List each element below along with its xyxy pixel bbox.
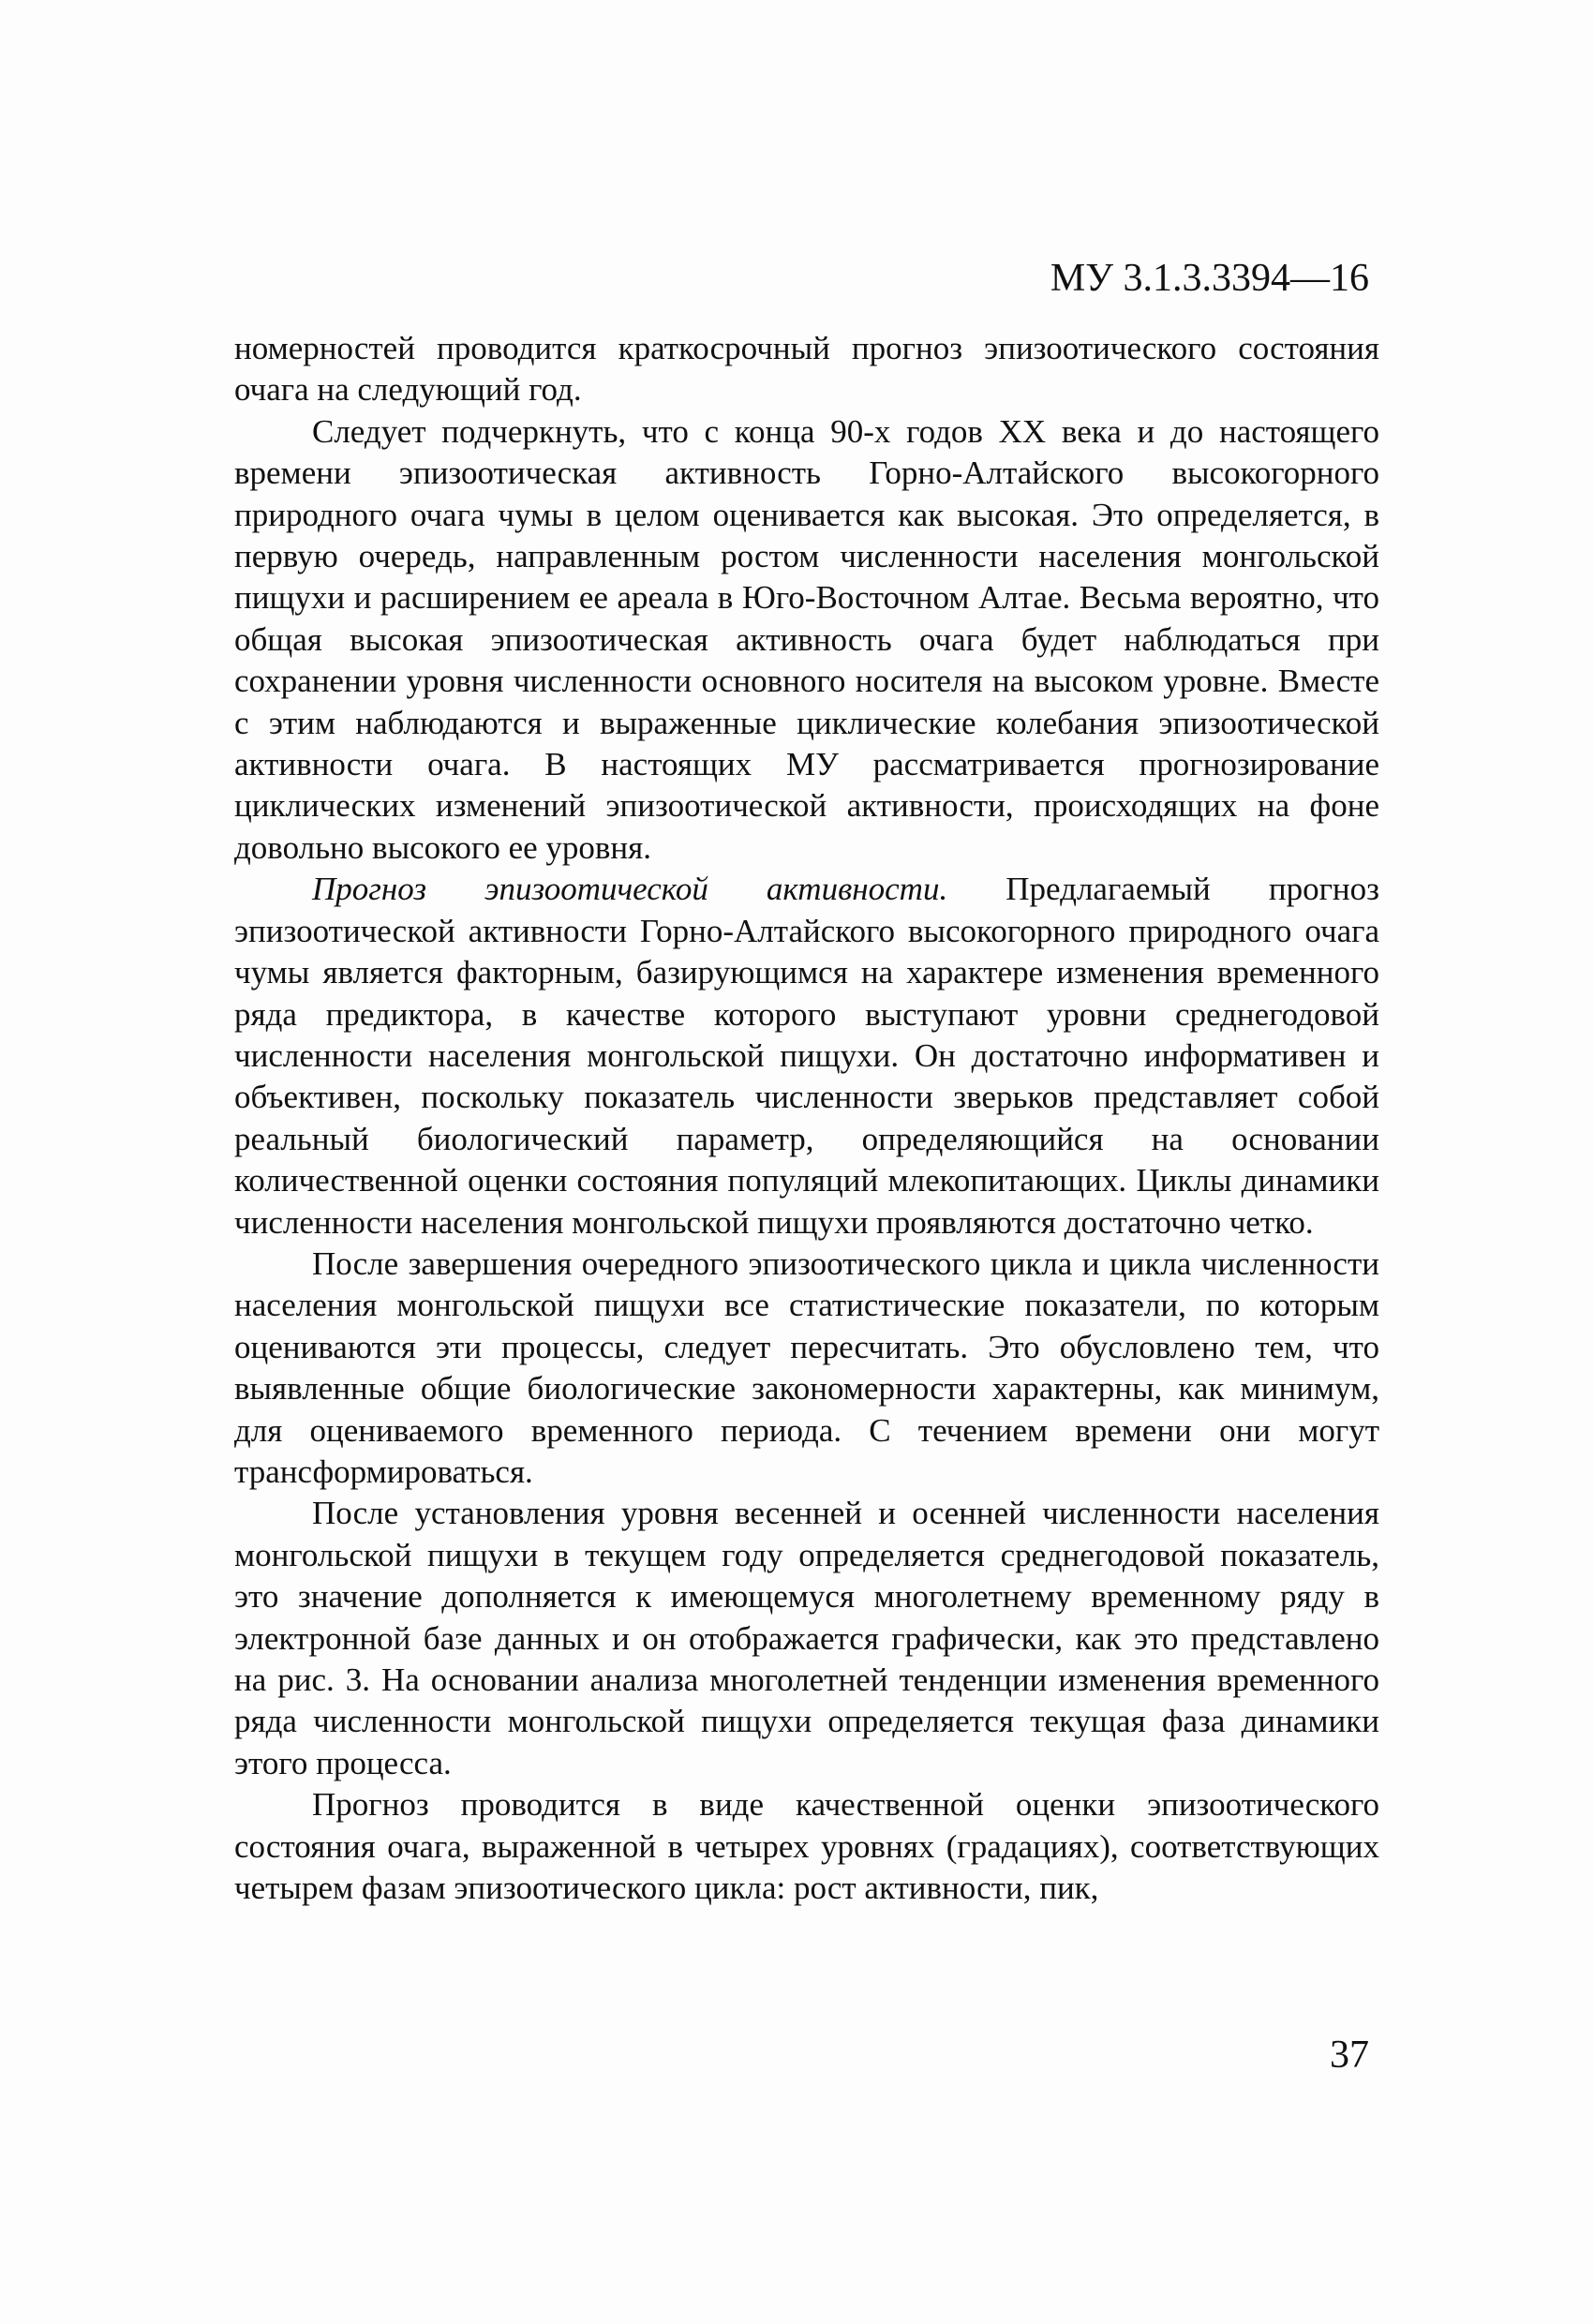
body-text bbox=[234, 328, 1379, 1909]
document-code: МУ 3.1.3.3394—16 bbox=[1050, 257, 1369, 300]
paragraph-forecast bbox=[234, 869, 1379, 1244]
forecast-paragraph-text: Предлагаемый прогноз эпизоотической активности Горно-Алтайского высокогорного природного очага чумы является факторным, базирующимся на характере изменения временного ряда предиктора, в качестве которого выступают уровни среднегодовой численности населения монгольской пищухи. Он достаточно информативен и объективен, поскольку показатель численности зверьков представляет собой реальный биологический параметр, определяющийся на основании количественной оценки состояния популяций млекопитающих. Циклы динамики численности населения монгольской пищухи проявляются достаточно четко. bbox=[234, 871, 1379, 1241]
page-number: 37 bbox=[1330, 2034, 1369, 2077]
paragraph-gradations: Прогноз проводится в виде качественной оценки эпизоотического состояния очага, выраженной в четырех уровнях (градациях), соответствующих четырем фазам эпизоотического цикла: рост активности, пик, bbox=[234, 1786, 1379, 1907]
paragraph-continuation: номерностей проводится краткосрочный прогноз эпизоотического состояния очага на следующий год. bbox=[234, 330, 1379, 409]
paragraph-recalculation: После завершения очередного эпизоотического цикла и цикла численности населения монгольской пищухи все статистические показатели, по которым оцениваются эти процессы, следует пересчитать. Это обусловлено тем, что выявленные общие биологические закономерности характерны, как минимум, для оцениваемого временного периода. С течением времени они могут трансформироваться. bbox=[234, 1244, 1379, 1490]
paragraph-activity-assessment: Следует подчеркнуть, что с конца 90-х годов XX века и до настоящего времени эпизоотическая активность Горно-Алтайского высокогорного природного очага чумы в целом оценивается как высокая. Это определяется, в первую очередь, направленным ростом численности населения монгольской пищухи и расширением ее ареала в Юго-Восточном Алтае. Весьма вероятно, что общая высокая эпизоотическая активность очага будет наблюдаться при сохранении уровня численности основного носителя на высоком уровне. Вместе с этим наблюдаются и выраженные циклические колебания эпизоотической активности очага. В настоящих МУ рассматривается прогнозирование циклических изменений эпизоотической активности, происходящих на фоне довольно высокого ее уровня. bbox=[234, 412, 1379, 866]
forecast-run-in-heading: Прогноз эпизоотической активности. bbox=[312, 871, 948, 908]
paragraph-annual-index: После установления уровня весенней и осенней численности населения монгольской пищухи в текущем году определяется среднегодовой показатель, это значение дополняется к имеющемуся многолетнему временному ряду в электронной базе данных и он отображается графически, как это представлено на рис. 3. На основании анализа многолетней тенденции изменения временного ряда численности монгольской пищухи определяется текущая фаза динамики этого процесса. bbox=[234, 1495, 1379, 1781]
